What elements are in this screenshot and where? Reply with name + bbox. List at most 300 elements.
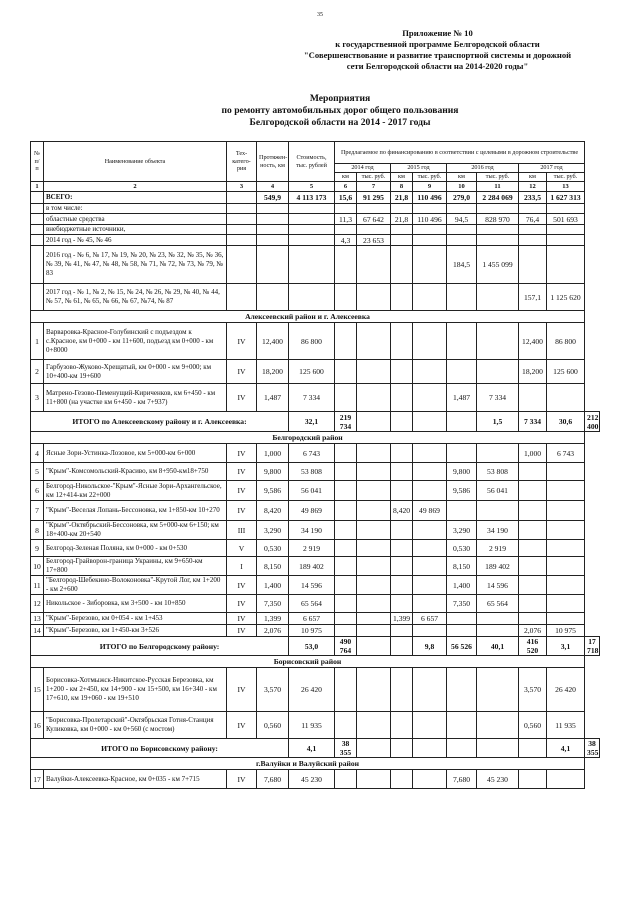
cell-len xyxy=(257,235,289,246)
table-row xyxy=(31,557,600,576)
cell-cost: 56 041 xyxy=(289,481,335,501)
cell-k17: 18,200 xyxy=(519,360,547,384)
cell-name: внебюджетные источники, xyxy=(44,225,227,235)
cell-k15 xyxy=(391,360,413,384)
cell-r17: 11 935 xyxy=(547,712,585,739)
cell-name: Гарбузово-Жуково-Хрещатый, км 0+000 - км 9+000; км 10+400-км 19+600 xyxy=(44,360,227,384)
cell-cost: 65 564 xyxy=(289,595,335,613)
cell-k17: 30,6 xyxy=(547,412,585,432)
cell-category xyxy=(227,204,257,214)
cell-k16 xyxy=(477,739,519,758)
cell-num: 1 xyxy=(31,323,44,360)
cell-cost: 34 190 xyxy=(289,521,335,540)
cell-r15 xyxy=(413,384,447,412)
cell-r15 xyxy=(413,284,447,311)
cell-r14 xyxy=(357,712,391,739)
cell-name: Белгород-Зеленая Поляна, км 0+000 - км 0+530 xyxy=(44,540,227,557)
cell-r17 xyxy=(547,463,585,481)
cell-len: 1,399 xyxy=(257,613,289,625)
cell-r16: 2 919 xyxy=(477,540,519,557)
cell-k14 xyxy=(335,481,357,501)
cell-k14: 11,3 xyxy=(335,214,357,225)
cell-cost xyxy=(289,235,335,246)
cell-category: IV xyxy=(227,770,257,789)
cell-category: I xyxy=(227,557,257,576)
cell-k16: 1,5 xyxy=(477,412,519,432)
table-row xyxy=(31,192,600,204)
cell-r14 xyxy=(391,412,413,432)
cell-r15 xyxy=(413,225,447,235)
cell-len: 0,530 xyxy=(257,540,289,557)
cell-k17 xyxy=(519,204,547,214)
cell-r15 xyxy=(413,712,447,739)
cell-r16 xyxy=(477,360,519,384)
title-line: Белгородской области на 2014 - 2017 годы xyxy=(249,117,431,128)
cell-name: Белгород-Никольское-"Крым"-Ясные Зори-Архангельское, км 12+414-км 22+000 xyxy=(44,481,227,501)
table-row xyxy=(31,204,600,214)
cell-name: Ясные Зори-Устинка-Лозовое, км 5+000-км 6+000 xyxy=(44,444,227,463)
column-index: 11 xyxy=(477,182,519,192)
cell-k15 xyxy=(391,540,413,557)
cell-cost: 86 800 xyxy=(289,323,335,360)
header-year-2017: 2017 год xyxy=(519,164,585,173)
cell-len: 1,000 xyxy=(257,444,289,463)
column-index: 10 xyxy=(447,182,477,192)
cell-k14 xyxy=(335,444,357,463)
cell-r14 xyxy=(357,246,391,284)
cell-k16: 94,5 xyxy=(447,214,477,225)
cell-k14 xyxy=(357,637,391,656)
cell-r15: 56 526 xyxy=(447,637,477,656)
cell-k17 xyxy=(519,246,547,284)
cell-k15: 21,8 xyxy=(391,214,413,225)
header-rub: тыс. руб. xyxy=(547,173,585,182)
cell-category: IV xyxy=(227,668,257,712)
header-length: Протяжен-ность, км xyxy=(257,142,289,182)
cell-cost: 38 355 xyxy=(335,739,357,758)
header-year-2014: 2014 год xyxy=(335,164,391,173)
cell-len: 7,350 xyxy=(257,595,289,613)
cell-k14 xyxy=(335,360,357,384)
cell-r16: 7 334 xyxy=(519,412,547,432)
cell-category: IV xyxy=(227,323,257,360)
cell-k17: 3,570 xyxy=(519,668,547,712)
cell-r15 xyxy=(413,668,447,712)
cell-num xyxy=(31,284,44,311)
table-row xyxy=(31,214,600,225)
cell-len: 3,290 xyxy=(257,521,289,540)
cell-k17 xyxy=(519,540,547,557)
cell-k15 xyxy=(391,384,413,412)
cell-r15 xyxy=(413,481,447,501)
cell-cost: 189 402 xyxy=(289,557,335,576)
cell-name: "Крым"-Веселая Лопань-Бессоновка, км 1+850-км 10+270 xyxy=(44,501,227,521)
cell-r14 xyxy=(357,204,391,214)
table-row xyxy=(31,625,600,637)
cell-k14 xyxy=(335,521,357,540)
table-row xyxy=(31,712,600,739)
cell-k14 xyxy=(335,625,357,637)
cell-category: IV xyxy=(227,481,257,501)
cell-k15 xyxy=(391,521,413,540)
cell-k15: 21,8 xyxy=(391,192,413,204)
cell-r16 xyxy=(477,625,519,637)
cell-name: ВСЕГО: xyxy=(44,192,227,204)
cell-num: 16 xyxy=(31,712,44,739)
total-label: ИТОГО по Борисовскому району: xyxy=(31,739,289,758)
cell-r16: 34 190 xyxy=(477,521,519,540)
cell-k14 xyxy=(335,613,357,625)
roads-repair-table xyxy=(30,141,600,789)
header-name: Наименование объекта xyxy=(44,142,227,182)
header-category: Тех-катего-рия xyxy=(227,142,257,182)
cell-r14 xyxy=(391,739,413,758)
table-row xyxy=(31,501,600,521)
page-number: 35 xyxy=(317,12,323,18)
cell-len: 9,586 xyxy=(257,481,289,501)
cell-category: IV xyxy=(227,613,257,625)
header-rub: тыс. руб. xyxy=(413,173,447,182)
cell-r14 xyxy=(357,770,391,789)
column-index: 12 xyxy=(519,182,547,192)
cell-k17: 0,560 xyxy=(519,712,547,739)
cell-r14 xyxy=(357,360,391,384)
cell-k17 xyxy=(519,235,547,246)
appendix-line: Приложение № 10 xyxy=(402,28,473,38)
cell-r14 xyxy=(357,323,391,360)
cell-r17 xyxy=(547,770,585,789)
cell-category: IV xyxy=(227,384,257,412)
cell-category: IV xyxy=(227,501,257,521)
cell-len xyxy=(257,204,289,214)
cell-r15: 6 657 xyxy=(413,613,447,625)
cell-name: в том числе: xyxy=(44,204,227,214)
cell-k16 xyxy=(447,225,477,235)
appendix-line: к государственной программе Белгородской области xyxy=(335,39,540,49)
header-year-2016: 2016 год xyxy=(447,164,519,173)
cell-k16 xyxy=(447,284,477,311)
cell-len xyxy=(257,225,289,235)
cell-len: 0,560 xyxy=(257,712,289,739)
cell-r15 xyxy=(413,235,447,246)
header-km: км xyxy=(391,173,413,182)
cell-name: "Крым"-Комсомольский-Красиво, км 8+950-км18+750 xyxy=(44,463,227,481)
header-funding: Предлагаемое по финансированию в соответствии с целевыми в дорожном строительстве xyxy=(335,142,585,164)
cell-k17 xyxy=(519,613,547,625)
cell-r15 xyxy=(413,595,447,613)
cell-k17 xyxy=(519,595,547,613)
cell-k15 xyxy=(413,739,447,758)
cell-k17 xyxy=(519,481,547,501)
column-index: 7 xyxy=(357,182,391,192)
cell-r15: 49 869 xyxy=(413,501,447,521)
cell-k14: 4,3 xyxy=(335,235,357,246)
cell-r16: 189 402 xyxy=(477,557,519,576)
table-row xyxy=(31,521,600,540)
table-row xyxy=(31,444,600,463)
cell-k17 xyxy=(519,384,547,412)
total-label: ИТОГО по Белгородскому району: xyxy=(31,637,289,656)
cell-cost: 6 657 xyxy=(289,613,335,625)
cell-k16: 1,400 xyxy=(447,576,477,595)
cell-cost: 4 113 173 xyxy=(289,192,335,204)
cell-k14 xyxy=(335,284,357,311)
cell-r17: 10 975 xyxy=(547,625,585,637)
cell-name: областные средства xyxy=(44,214,227,225)
cell-r16 xyxy=(477,225,519,235)
cell-k15 xyxy=(391,770,413,789)
cell-k15 xyxy=(391,246,413,284)
cell-cost: 53 808 xyxy=(289,463,335,481)
cell-r16 xyxy=(519,739,547,758)
cell-len: 9,800 xyxy=(257,463,289,481)
cell-k17: 2,076 xyxy=(519,625,547,637)
cell-k14 xyxy=(357,412,391,432)
cell-category xyxy=(227,235,257,246)
cell-num: 17 xyxy=(31,770,44,789)
cell-k14 xyxy=(335,540,357,557)
cell-r15 xyxy=(413,557,447,576)
cell-len: 1,487 xyxy=(257,384,289,412)
cell-r14 xyxy=(357,613,391,625)
column-index: 8 xyxy=(391,182,413,192)
table-row xyxy=(31,613,600,625)
section-row xyxy=(31,432,600,444)
cell-r16: 56 041 xyxy=(477,481,519,501)
cell-k16 xyxy=(447,444,477,463)
cell-len: 8,420 xyxy=(257,501,289,521)
cell-k15: 1,399 xyxy=(391,613,413,625)
cell-r17: 38 355 xyxy=(585,739,600,758)
title-line: по ремонту автомобильных дорог общего пользования xyxy=(221,105,459,116)
cell-r17: 501 693 xyxy=(547,214,585,225)
cell-cost: 26 420 xyxy=(289,668,335,712)
cell-category: IV xyxy=(227,444,257,463)
cell-k16 xyxy=(447,235,477,246)
cell-k15 xyxy=(391,284,413,311)
cell-k17: 1,000 xyxy=(519,444,547,463)
cell-r17: 1 125 620 xyxy=(547,284,585,311)
cell-r15: 110 496 xyxy=(413,214,447,225)
cell-name: Борисовка-Хотмыжск-Никитское-Русская Березовка, км 1+200 - км 2+450, км 14+900 - км 15+500, км 16+340 - км 17+610, км 19+060 - км 19+510 xyxy=(44,668,227,712)
cell-k17 xyxy=(519,521,547,540)
cell-k16: 0,530 xyxy=(447,540,477,557)
cell-len: 3,570 xyxy=(257,668,289,712)
header-cost: Стоимость, тыс. рублей xyxy=(289,142,335,182)
column-index: 9 xyxy=(413,182,447,192)
cell-name: 2016 год - № 6, № 17, № 19, № 20, № 23, № 32, № 35, № 36, № 39, № 41, № 47, № 48, № 58, № 71, № 72, № 73, № 79, № 83 xyxy=(44,246,227,284)
appendix-header xyxy=(255,28,620,72)
cell-r16: 2 284 069 xyxy=(477,192,519,204)
cell-name: Никольское - Зиборовка, км 3+500 - км 10+850 xyxy=(44,595,227,613)
cell-r16: 14 596 xyxy=(477,576,519,595)
cell-k15 xyxy=(391,712,413,739)
cell-k16: 40,1 xyxy=(477,637,519,656)
cell-num: 3 xyxy=(31,384,44,412)
cell-name: 2017 год - № 1, № 2, № 15, № 24, № 26, № 29, № 40, № 44, № 57, № 61, № 65, № 66, № 67, №74, № 87 xyxy=(44,284,227,311)
cell-num: 15 xyxy=(31,668,44,712)
column-index: 1 xyxy=(31,182,44,192)
cell-r16 xyxy=(477,613,519,625)
cell-k14 xyxy=(335,770,357,789)
cell-num: 2 xyxy=(31,360,44,384)
cell-len xyxy=(257,284,289,311)
total-row xyxy=(31,637,600,656)
cell-category: V xyxy=(227,540,257,557)
table-row xyxy=(31,323,600,360)
cell-r15 xyxy=(413,360,447,384)
cell-r14 xyxy=(357,444,391,463)
section-row xyxy=(31,656,600,668)
cell-k14 xyxy=(335,323,357,360)
cell-len: 32,1 xyxy=(289,412,335,432)
cell-k14 xyxy=(335,463,357,481)
cell-num xyxy=(31,214,44,225)
table-row xyxy=(31,770,600,789)
cell-r17 xyxy=(547,595,585,613)
table-row xyxy=(31,360,600,384)
cell-cost: 2 919 xyxy=(289,540,335,557)
cell-cost xyxy=(289,204,335,214)
section-title: Алексеевский район и г. Алексеевка xyxy=(31,311,585,323)
cell-r15 xyxy=(413,444,447,463)
cell-r17 xyxy=(547,225,585,235)
column-index: 2 xyxy=(44,182,227,192)
cell-r17 xyxy=(547,540,585,557)
cell-k14 xyxy=(335,501,357,521)
cell-k16 xyxy=(447,323,477,360)
header-year-2015: 2015 год xyxy=(391,164,447,173)
cell-r16 xyxy=(477,501,519,521)
cell-r17 xyxy=(547,613,585,625)
cell-r17 xyxy=(547,204,585,214)
cell-category xyxy=(227,225,257,235)
cell-r14 xyxy=(357,501,391,521)
cell-cost: 7 334 xyxy=(289,384,335,412)
header-km: км xyxy=(519,173,547,182)
cell-num: 11 xyxy=(31,576,44,595)
cell-r17: 86 800 xyxy=(547,323,585,360)
cell-len: 549,9 xyxy=(257,192,289,204)
cell-len: 7,680 xyxy=(257,770,289,789)
cell-r17: 125 600 xyxy=(547,360,585,384)
cell-r17 xyxy=(547,384,585,412)
cell-k17 xyxy=(519,225,547,235)
cell-num: 8 xyxy=(31,521,44,540)
cell-r17 xyxy=(547,557,585,576)
table-body xyxy=(31,192,600,789)
column-index: 4 xyxy=(257,182,289,192)
cell-r14 xyxy=(357,284,391,311)
cell-category: IV xyxy=(227,360,257,384)
cell-k16 xyxy=(447,668,477,712)
cell-len: 18,200 xyxy=(257,360,289,384)
cell-k15 xyxy=(391,225,413,235)
cell-category xyxy=(227,214,257,225)
cell-cost: 490 764 xyxy=(335,637,357,656)
cell-category xyxy=(227,192,257,204)
appendix-line: "Совершенствование и развитие транспортной системы и дорожной xyxy=(303,50,572,60)
cell-r17: 26 420 xyxy=(547,668,585,712)
column-index: 13 xyxy=(547,182,585,192)
cell-num: 6 xyxy=(31,481,44,501)
document-title xyxy=(120,93,560,129)
cell-r14 xyxy=(357,668,391,712)
cell-k16: 9,800 xyxy=(447,463,477,481)
header-rub: тыс. руб. xyxy=(357,173,391,182)
table-row xyxy=(31,481,600,501)
cell-k17: 76,4 xyxy=(519,214,547,225)
table-row xyxy=(31,384,600,412)
cell-k15: 9,8 xyxy=(413,637,447,656)
cell-cost: 10 975 xyxy=(289,625,335,637)
cell-k15 xyxy=(391,235,413,246)
cell-k17 xyxy=(519,501,547,521)
cell-r14 xyxy=(391,637,413,656)
cell-len: 53,0 xyxy=(289,637,335,656)
cell-r14 xyxy=(357,384,391,412)
cell-k14 xyxy=(335,246,357,284)
cell-len: 8,150 xyxy=(257,557,289,576)
cell-k16 xyxy=(447,712,477,739)
table-row xyxy=(31,463,600,481)
cell-k14 xyxy=(335,595,357,613)
cell-cost xyxy=(289,246,335,284)
cell-k15 xyxy=(391,481,413,501)
column-index: 3 xyxy=(227,182,257,192)
total-label: ИТОГО по Алексеевскому району и г. Алексеевка: xyxy=(31,412,289,432)
cell-k14 xyxy=(335,576,357,595)
cell-k15 xyxy=(391,557,413,576)
cell-len xyxy=(257,246,289,284)
cell-r17 xyxy=(547,576,585,595)
cell-cost: 45 230 xyxy=(289,770,335,789)
cell-num xyxy=(31,204,44,214)
cell-name: "Борисовка-Пролетарский"-Октябрьская Готня-Станция Куликовка, км 0+000 - км 0+560 (с мостом) xyxy=(44,712,227,739)
table-row xyxy=(31,576,600,595)
cell-k17: 4,1 xyxy=(547,739,585,758)
total-row xyxy=(31,739,600,758)
cell-name: "Крым"-Октябрьский-Бессоновка, км 5+000-км 6+150; км 18+400-км 20+540 xyxy=(44,521,227,540)
cell-r15 xyxy=(413,463,447,481)
cell-name: Белгород-Грайворон-граница Украины, км 9+650-км 17+800 xyxy=(44,557,227,576)
cell-k17: 233,5 xyxy=(519,192,547,204)
cell-r16: 828 970 xyxy=(477,214,519,225)
cell-k15 xyxy=(391,444,413,463)
cell-r16: 65 564 xyxy=(477,595,519,613)
header-km: км xyxy=(335,173,357,182)
section-row xyxy=(31,758,600,770)
cell-k15 xyxy=(391,576,413,595)
cell-name: Матрено-Гезово-Пеменущий-Кириченков, км 6+450 - км 11+800 (на участке км 6+450 - км 7+937) xyxy=(44,384,227,412)
cell-k16: 1,487 xyxy=(447,384,477,412)
cell-r15 xyxy=(413,540,447,557)
cell-name: 2014 год - № 45, № 46 xyxy=(44,235,227,246)
cell-r15 xyxy=(413,770,447,789)
cell-num: 14 xyxy=(31,625,44,637)
cell-r17: 17 718 xyxy=(585,637,600,656)
cell-k16 xyxy=(447,625,477,637)
cell-r15 xyxy=(413,323,447,360)
cell-category: IV xyxy=(227,595,257,613)
cell-r17: 6 743 xyxy=(547,444,585,463)
cell-k14 xyxy=(357,739,391,758)
cell-k17 xyxy=(519,557,547,576)
cell-num: 10 xyxy=(31,557,44,576)
cell-k14 xyxy=(335,668,357,712)
cell-num xyxy=(31,225,44,235)
cell-k16 xyxy=(447,360,477,384)
